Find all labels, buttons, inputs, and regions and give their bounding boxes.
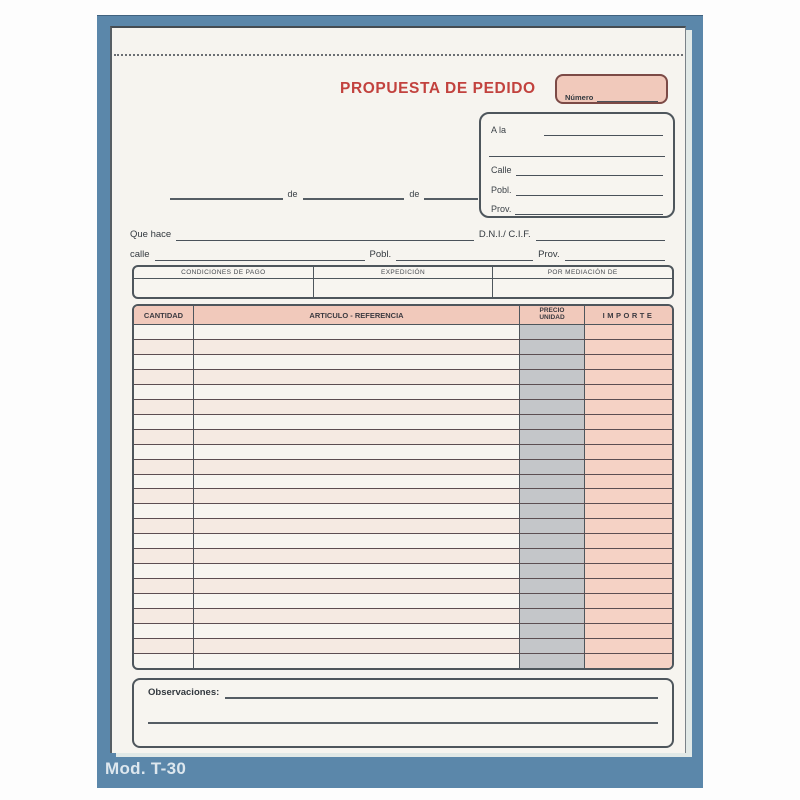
observaciones-blank-2: [148, 722, 658, 724]
importe-header: IMPORTE: [602, 310, 655, 320]
cell-precio: [520, 639, 585, 653]
cell-cantidad: [134, 475, 194, 489]
cell-cantidad: [134, 654, 194, 668]
cell-articulo: [194, 430, 520, 444]
cell-importe: [585, 489, 672, 503]
cell-cantidad: [134, 445, 194, 459]
cell-articulo: [194, 624, 520, 638]
cell-articulo: [194, 504, 520, 518]
cell-precio: [520, 415, 585, 429]
cell-precio: [520, 475, 585, 489]
cell-articulo: [194, 549, 520, 563]
cell-precio: [520, 385, 585, 399]
articulo-header: ARTICULO - REFERENCIA: [194, 306, 520, 324]
cell-cantidad: [134, 564, 194, 578]
cell-articulo: [194, 340, 520, 354]
cell-articulo: [194, 415, 520, 429]
table-row: [134, 489, 672, 504]
table-row: [134, 385, 672, 400]
table-row: [134, 415, 672, 430]
cell-cantidad: [134, 504, 194, 518]
cell-precio: [520, 519, 585, 533]
cell-importe: [585, 549, 672, 563]
items-table-header: [134, 306, 672, 325]
cell-cantidad: [134, 460, 194, 474]
que-hace-blank: [176, 233, 474, 241]
cell-articulo: [194, 534, 520, 548]
cell-precio: [520, 460, 585, 474]
cell-precio: [520, 594, 585, 608]
observaciones-box: [132, 678, 674, 748]
calle2-label: calle: [130, 249, 150, 260]
observaciones-blank-1: [225, 690, 658, 699]
date-day-blank: [170, 192, 283, 200]
cell-articulo: [194, 564, 520, 578]
dni-cif-label: D.N.I./ C.I.F.: [478, 229, 531, 240]
pobl-label: Pobl.: [491, 185, 512, 195]
cell-importe: [585, 355, 672, 369]
cell-cantidad: [134, 579, 194, 593]
calle-label: Calle: [491, 165, 512, 175]
cell-articulo: [194, 325, 520, 339]
cell-cantidad: [134, 340, 194, 354]
cell-precio: [520, 340, 585, 354]
pobl-blank-line: [516, 188, 663, 196]
cell-importe: [585, 579, 672, 593]
cell-importe: [585, 654, 672, 668]
addressee-box: [479, 112, 675, 218]
cell-importe: [585, 639, 672, 653]
cell-articulo: [194, 639, 520, 653]
cell-precio: [520, 609, 585, 623]
prov-label: Prov.: [491, 204, 512, 214]
de-label-2: de: [409, 189, 420, 199]
table-row: [134, 340, 672, 355]
cell-cantidad: [134, 519, 194, 533]
cell-cantidad: [134, 624, 194, 638]
expedicion-header: EXPEDICIÓN: [314, 267, 493, 279]
table-row: [134, 549, 672, 564]
cell-articulo: [194, 400, 520, 414]
mediacion-header: POR MEDIACIÓN DE: [493, 267, 672, 279]
cell-articulo: [194, 475, 520, 489]
table-row: [134, 430, 672, 445]
cell-precio: [520, 534, 585, 548]
cell-importe: [585, 519, 672, 533]
table-row: [134, 519, 672, 534]
cell-precio: [520, 564, 585, 578]
table-row: [134, 639, 672, 654]
prov2-label: Prov.: [538, 249, 560, 260]
pobl2-blank: [396, 253, 533, 261]
cell-precio: [520, 504, 585, 518]
cell-cantidad: [134, 370, 194, 384]
cell-precio: [520, 370, 585, 384]
cell-cantidad: [134, 639, 194, 653]
table-row: [134, 564, 672, 579]
cell-importe: [585, 609, 672, 623]
a-la-blank-line: [544, 128, 663, 136]
cell-importe: [585, 504, 672, 518]
table-row: [134, 460, 672, 475]
table-row: [134, 654, 672, 668]
cell-importe: [585, 445, 672, 459]
numero-blank-line: [597, 93, 658, 102]
cell-precio: [520, 579, 585, 593]
a-la-row: [491, 126, 663, 136]
perforation-dotted-line: [114, 54, 683, 56]
cell-cantidad: [134, 415, 194, 429]
cell-articulo: [194, 519, 520, 533]
calle2-blank: [155, 253, 365, 261]
numero-label: Número: [565, 92, 594, 102]
cell-articulo: [194, 594, 520, 608]
cell-importe: [585, 400, 672, 414]
precio-header-line1: PRECIO: [539, 307, 565, 315]
cell-cantidad: [134, 594, 194, 608]
date-year-blank: [424, 192, 478, 200]
que-hace-line: [130, 230, 665, 241]
observaciones-label: Observaciones:: [148, 687, 220, 698]
table-row: [134, 325, 672, 340]
cell-precio: [520, 445, 585, 459]
prov2-blank: [565, 253, 665, 261]
product-photo-background: [97, 15, 703, 788]
cell-importe: [585, 385, 672, 399]
pago-header: CONDICIONES DE PAGO: [134, 267, 313, 279]
table-row: [134, 624, 672, 639]
cell-cantidad: [134, 400, 194, 414]
cell-cantidad: [134, 549, 194, 563]
pobl-row: [491, 186, 663, 196]
dni-cif-blank: [536, 233, 665, 241]
cell-importe: [585, 534, 672, 548]
prov-row: [491, 205, 663, 215]
order-form-sheet: [110, 26, 686, 753]
cell-cantidad: [134, 385, 194, 399]
form-title: PROPUESTA DE PEDIDO: [340, 80, 536, 97]
cell-precio: [520, 355, 585, 369]
cell-importe: [585, 564, 672, 578]
cell-importe: [585, 415, 672, 429]
cell-cantidad: [134, 609, 194, 623]
cantidad-header: CANTIDAD: [134, 306, 194, 324]
cell-articulo: [194, 609, 520, 623]
table-row: [134, 445, 672, 460]
cell-cantidad: [134, 534, 194, 548]
conditions-cell-expedicion: [313, 267, 493, 297]
cell-precio: [520, 325, 585, 339]
cell-importe: [585, 624, 672, 638]
cell-cantidad: [134, 325, 194, 339]
cell-cantidad: [134, 430, 194, 444]
calle-blank-line: [516, 168, 663, 176]
cell-precio: [520, 489, 585, 503]
que-hace-label: Que hace: [130, 229, 172, 240]
cell-precio: [520, 654, 585, 668]
a-la-label: A la: [491, 125, 507, 135]
cell-articulo: [194, 355, 520, 369]
cell-importe: [585, 430, 672, 444]
cell-precio: [520, 430, 585, 444]
table-row: [134, 534, 672, 549]
cell-importe: [585, 475, 672, 489]
items-table: [132, 304, 674, 670]
cell-articulo: [194, 579, 520, 593]
table-row: [134, 370, 672, 385]
calle-row: [491, 166, 663, 176]
date-line: [170, 190, 478, 200]
addressee-divider-line: [489, 156, 665, 157]
cell-precio: [520, 400, 585, 414]
cell-importe: [585, 325, 672, 339]
conditions-table: [132, 265, 674, 299]
cell-articulo: [194, 489, 520, 503]
cell-articulo: [194, 370, 520, 384]
cell-articulo: [194, 460, 520, 474]
conditions-cell-pago: [134, 267, 313, 297]
cell-articulo: [194, 445, 520, 459]
cell-cantidad: [134, 355, 194, 369]
calle-pobl-prov-line: [130, 250, 665, 261]
cell-precio: [520, 624, 585, 638]
date-month-blank: [303, 192, 405, 200]
table-row: [134, 400, 672, 415]
table-row: [134, 504, 672, 519]
pobl2-label: Pobl.: [369, 249, 392, 260]
table-row: [134, 609, 672, 624]
table-row: [134, 579, 672, 594]
cell-importe: [585, 594, 672, 608]
cell-articulo: [194, 385, 520, 399]
cell-importe: [585, 460, 672, 474]
cell-precio: [520, 549, 585, 563]
numero-field-box: [555, 74, 668, 104]
precio-header-line2: UNIDAD: [539, 314, 565, 321]
model-number-label: Mod. T-30: [105, 759, 187, 778]
de-label-1: de: [287, 189, 298, 199]
table-row: [134, 355, 672, 370]
prov-blank-line: [515, 207, 663, 215]
table-row: [134, 475, 672, 490]
items-table-body: [134, 325, 672, 668]
cell-importe: [585, 340, 672, 354]
precio-unidad-header: [520, 306, 585, 324]
conditions-cell-mediacion: [492, 267, 672, 297]
observaciones-row: [148, 688, 658, 699]
cell-importe: [585, 370, 672, 384]
cell-articulo: [194, 654, 520, 668]
cell-cantidad: [134, 489, 194, 503]
table-row: [134, 594, 672, 609]
